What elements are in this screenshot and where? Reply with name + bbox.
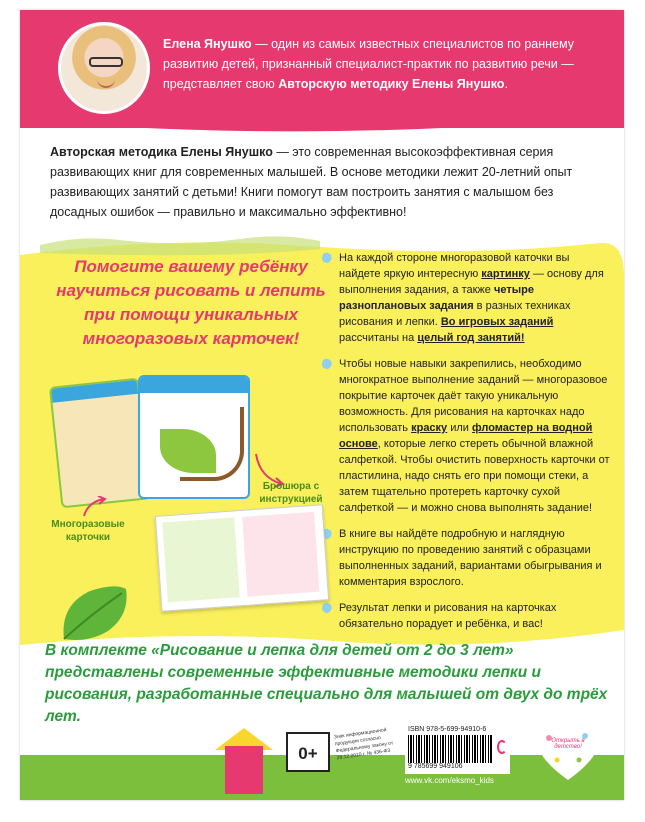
bullet-4-p1: Результат лепки и рисования на карточках обязательно порадует и ребёнка, и вас! bbox=[339, 602, 557, 630]
legal-notice: Знак информационной продукции согласно Федеральному закону от 29.12.2010 г. № 436-ФЗ bbox=[333, 727, 394, 762]
author-photo bbox=[58, 22, 150, 114]
card-header bbox=[140, 377, 248, 393]
bullet-1-b4: целый год занятий! bbox=[417, 332, 525, 344]
leaf-icon bbox=[60, 585, 130, 643]
publisher-logo-icon bbox=[497, 740, 507, 754]
brochure-left-page bbox=[162, 517, 239, 602]
bullet-1-p3: в разных техниках рисования и лепки. bbox=[339, 300, 571, 328]
book-back-cover bbox=[20, 10, 624, 800]
bullet-blob-icon bbox=[321, 252, 333, 264]
bullet-item bbox=[325, 356, 610, 516]
bullet-blob-icon bbox=[321, 358, 333, 370]
bullet-blob-icon bbox=[321, 602, 333, 614]
bullet-item bbox=[325, 526, 610, 590]
author-description bbox=[163, 34, 603, 94]
bullet-1-p2: — основу для выполнения задания, а также bbox=[339, 268, 604, 296]
bullet-item bbox=[325, 250, 610, 346]
author-method: Авторскую методику Елены Янушко bbox=[278, 77, 505, 91]
bullet-2-b1: краску bbox=[411, 422, 448, 434]
bullet-list bbox=[325, 250, 610, 642]
bullet-1-p1: На каждой стороне многоразовой каточки вы найдете яркую интересную bbox=[339, 252, 570, 280]
author-text-2: . bbox=[504, 77, 508, 91]
brochure-label: Брошюра с инструкцией bbox=[259, 481, 323, 505]
toy-block bbox=[225, 746, 263, 794]
smile-shape bbox=[97, 79, 115, 88]
heart-logo-text: Открыть в детство! bbox=[551, 738, 585, 750]
bullet-3-p1: В книге вы найдёте подробную и наглядную инструкцию по проведению занятий с образцами выполненных заданий, вариантами обыгрывания и комментария взрослого. bbox=[339, 528, 602, 588]
bullet-2-b2: фломастер на водной основе bbox=[339, 422, 593, 450]
bullet-1-b3: Во игровых заданий bbox=[440, 316, 554, 328]
author-name: Елена Янушко bbox=[163, 37, 252, 51]
kit-description: В комплекте «Рисование и лепка для детей от 2 до 3 лет» представлены современные эффективные методики лепки и рисования, разработанные специально для малышей от двух до трёх лет. bbox=[45, 642, 608, 725]
headline: Помогите вашему ребёнку научиться рисовать и лепить при помощи уникальных многоразовых карточек! bbox=[56, 257, 326, 348]
method-intro bbox=[50, 142, 610, 222]
barcode-number: 9 785699 949106 bbox=[408, 763, 463, 770]
reusable-card-picture bbox=[49, 378, 151, 509]
glasses-shape bbox=[89, 57, 123, 67]
cards-label: Многоразовые карточки bbox=[51, 519, 125, 543]
bullet-2-p2: или bbox=[447, 422, 473, 434]
bullet-1-b1: картинку bbox=[481, 268, 530, 280]
arrow-icon bbox=[80, 496, 110, 518]
age-rating: 0+ bbox=[286, 732, 330, 772]
bullet-item bbox=[325, 600, 610, 632]
intro-bold: Авторская методика Елены Янушко bbox=[50, 145, 273, 159]
bullet-2-p3: , которые легко стереть обычной влажной салфеткой. Чтобы очистить поверхность карточки от пластилина, надо снять его при помощи стеки, а затем тщательно протереть карточку сухой салфеткой — и можно снова выполнять задание! bbox=[339, 438, 610, 514]
bullet-2-p1: Чтобы новые навыки закрепились, необходимо многократное выполнение заданий — многоразовое покрытие карточек даёт такую уникальную возможность. Для рисования на карточках надо использовать bbox=[339, 358, 608, 434]
heart-logo-icon bbox=[535, 722, 601, 782]
brochure-right-page bbox=[242, 512, 319, 597]
bullet-1-p4: рассчитаны на bbox=[339, 332, 418, 344]
brochure-picture bbox=[155, 504, 329, 611]
intro-text: — это современная высокоэффективная серия развивающих книг для современных малышей. В основе методики лежит 20-летний опыт развивающих занятий с детьми! Книги помогут вам построить занятия с малышом без досадных ошибок — правильно и максимально эффективно! bbox=[50, 145, 573, 219]
isbn-text: ISBN 978-5-699-94910-6 bbox=[408, 726, 487, 733]
vk-link[interactable]: www.vk.com/eksmo_kids bbox=[405, 776, 494, 785]
reusable-card-picture bbox=[138, 375, 250, 499]
isbn-block bbox=[405, 726, 510, 774]
bullet-1-b2: четыре разноплановых задания bbox=[339, 284, 534, 312]
barcode bbox=[408, 735, 493, 763]
author-text-1: — один из самых известных специалистов по раннему развитию детей, признанный специалист-практик по развитию речи — представляет свою bbox=[163, 37, 574, 91]
